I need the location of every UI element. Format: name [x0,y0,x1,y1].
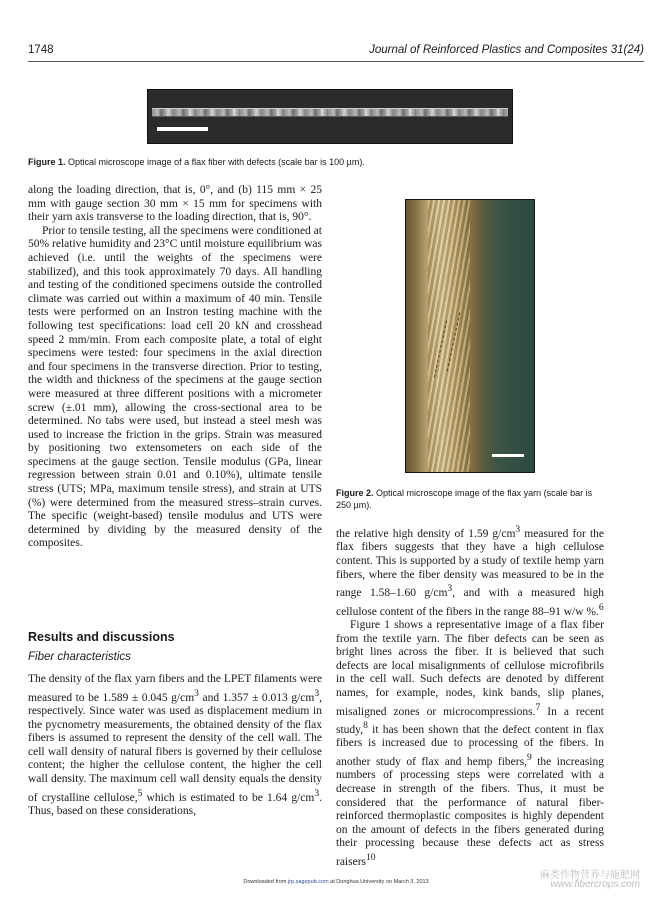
flax-yarn [428,200,470,472]
text-run: The density of the flax yarn fibers and the LPET filaments were measured to be 1.589 ± 0.045 g/cm [28,673,322,704]
paragraph [336,523,604,619]
header-rule [28,61,644,62]
text-run: Figure 1 shows a representative image of a flax fiber from the textile yarn. The fiber defects can be seen as bright lines across the fiber. It is believed that such defects are local misalignments of cellulose microfibrils in the cell wall. Such defects are denoted by different names, for example, nodes, kink bands, slip planes, misaligned zones or microcompressions. [336,619,604,718]
text-run: In a recent study, [336,705,604,736]
scale-bar [157,127,208,131]
journal-title: Journal of Reinforced Plastics and Composites 31(24) [369,44,644,56]
text-run: , respectively. Since water was used as displacement medium in the pycnometry measurements, the obtained density of the flax fibers is assumed to represent the density of the cell wall. The cell wall density of natural fibers is governed by their cellulose content; the higher the cellulose content, the higher the cell wall density. The maximum cell wall density equals the density of crystalline cellulose, [28,691,322,804]
text-run: , and with a measured high cellulose content of the fibers in the range 88–91 w/w %. [336,587,604,618]
footer-text: at Donghua University on March 3, 2013 [328,879,429,885]
text-run: measured for the flax fibers suggests that they have a high cellulose content. This is supported by a study of textile hemp yarn fibers, where the fiber density was measured to be in the range 1.58–1.60 g/cm [336,527,605,600]
right-column-text [336,523,604,869]
text-run: the relative high density of 1.59 g/cm [336,527,516,540]
footer-text: Downloaded from [243,879,288,885]
footer-link[interactable]: jrp.sagepub.com [287,879,329,885]
text-run: . Thus, based on these considerations, [28,791,322,817]
figure-1-caption [28,157,644,167]
figure-1-label: Figure 1. [28,157,66,167]
watermark-chinese: 麻类作物营养与施肥网 [540,870,640,881]
text-run: and 1.357 ± 0.013 g/cm [198,691,315,704]
reference-number: 5 [137,787,143,799]
scale-bar [492,454,524,457]
superscript: 3 [314,687,320,699]
superscript: 3 [194,687,199,699]
reference-number: 9 [526,752,532,764]
superscript: 3 [447,583,453,595]
figure-2-image [405,199,535,473]
figure-2-caption [336,487,604,511]
text-run: which is estimated to be 1.64 g/cm [142,791,315,804]
paragraph: Prior to tensile testing, all the specimens were conditioned at 50% relative humidity and 23°C until moisture equilibrium was achieved (i.e. until the weights of the specimens were stabilized), and this took approximately 70 days. All handling and testing of the conditioned specimens outside the controlled climate was carried out within a maximum of 40 min. Tensile tests were performed on an Instron testing machine with the following test specifications: load cell 20 kN and crosshead speed 2 mm/min. From each composite plate, a total of eight specimens were tested: four specimens in the axial direction and four specimens in the transverse direction. Prior to testing, the width and thickness of the specimens at the gauge section were measured at three different positions with a micrometer screw (±.01 mm), allowing the cross-sectional area to be determined. No tabs were used, but instead a steel mesh was used to increase the friction in the grips. Strain was measured by positioning two extensometers on each side of the specimens at the gauge section. Tensile modulus (GPa, linear regression between strain 0.01 and 0.10%), ultimate tensile stress (UTS; MPa, maximum tensile stress), and strain at UTS (%) were determined from the measured stress–strain curves. The specific (weight-based) tensile modulus and UTS were determined by dividing by the measured density of the composites. [28,224,322,550]
reference-number: 10 [366,852,376,864]
paragraph [336,619,604,869]
figure-2-caption-text: Optical microscope image of the flax yarn (scale bar is 250 µm). [336,488,593,510]
reference-number: 7 [535,701,541,713]
watermark-url: www.fibercrops.com [550,879,640,890]
figure-1-caption-text: Optical microscope image of a flax fiber with defects (scale bar is 100 µm). [68,157,365,167]
flax-fiber [152,108,508,117]
superscript: 3 [515,524,521,535]
text-run: the increasing numbers of processing steps were correlated with a decrease in strength of the fibers. Thus, it must be considered that the performance of natural fiber-reinforced thermoplastic composites is highly dependent on the amount of defects in the fibers generated during their processing because these defects act as stress raisers [336,755,604,868]
paragraph [28,673,322,819]
figure-1-image [147,89,513,144]
reference-number: 8 [363,720,368,732]
left-column-results [28,673,322,819]
section-heading: Results and discussions [28,630,175,644]
left-column-methods [28,184,322,551]
subsection-heading: Fiber characteristics [28,651,131,663]
paragraph: along the loading direction, that is, 0°, and (b) 115 mm × 25 mm with gauge section 30 mm × 15 mm for specimens with their yarn axis transverse to the loading direction, that is, 90°. [28,184,322,224]
page-number: 1748 [28,44,54,56]
text-run: it has been shown that the defect content in flax fibers is increased due to processing of the fibers. In another study of flax and hemp fibers, [336,723,604,768]
reference-number: 6 [598,601,604,613]
superscript: 3 [314,787,320,799]
figure-2-label: Figure 2. [336,488,374,498]
